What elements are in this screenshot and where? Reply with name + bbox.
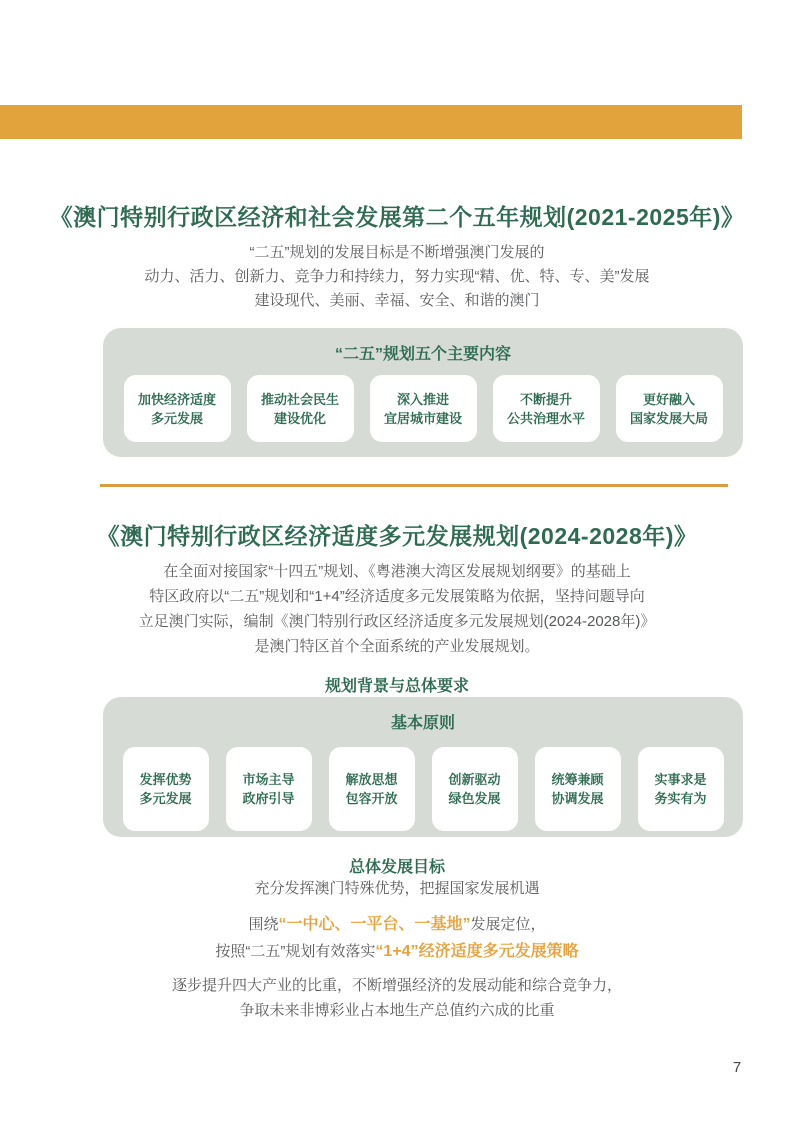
card-line: 多元发展 xyxy=(139,791,192,806)
positioning-line xyxy=(0,911,794,934)
top-accent-bar xyxy=(0,105,742,139)
strategy-line xyxy=(0,938,794,961)
intro-line: 是澳门特区首个全面系统的产业发展规划。 xyxy=(254,638,540,655)
card-line: 市场主导 xyxy=(242,772,295,787)
intro-line: 建设现代、美丽、幸福、安全、和谐的澳门 xyxy=(254,292,540,309)
principle-card xyxy=(432,747,518,831)
basic-principles-panel xyxy=(103,697,743,837)
card-line: 实事求是 xyxy=(654,772,707,787)
card-line: 解放思想 xyxy=(345,772,398,787)
five-contents-card-row xyxy=(103,375,743,442)
card-line: 加快经济适度 xyxy=(137,391,216,407)
card-line: 不断提升 xyxy=(519,391,572,407)
intro-line: “二五”规划的发展目标是不断增强澳门发展的 xyxy=(249,244,545,261)
closing-paragraph xyxy=(0,973,794,1023)
card-line: 多元发展 xyxy=(150,410,203,426)
five-contents-panel-title: “二五”规划五个主要内容 xyxy=(334,346,511,363)
principle-card xyxy=(638,747,724,831)
five-contents-panel xyxy=(103,328,743,457)
principle-card xyxy=(535,747,621,831)
goal-line: 充分发挥澳门特殊优势，把握国家发展机遇 xyxy=(254,880,540,897)
section-divider xyxy=(100,484,728,487)
strategy-prefix: 按照“二五”规划有效落实 xyxy=(215,943,376,960)
content-card xyxy=(247,375,354,442)
card-line: 深入推进 xyxy=(396,391,449,407)
positioning-prefix: 围绕 xyxy=(248,916,279,933)
card-line: 发挥优势 xyxy=(139,772,192,787)
goal-heading: 总体发展目标 xyxy=(348,859,445,876)
section1-title: 《澳门特别行政区经济和社会发展第二个五年规划(2021-2025年)》 xyxy=(49,204,745,230)
content-card xyxy=(493,375,600,442)
card-line: 更好融入 xyxy=(642,391,695,407)
card-line: 统筹兼顾 xyxy=(551,772,604,787)
principle-card xyxy=(123,747,209,831)
card-line: 公共治理水平 xyxy=(506,410,585,426)
card-line: 绿色发展 xyxy=(448,791,501,806)
intro-line: 立足澳门实际，编制《澳门特别行政区经济适度多元发展规划(2024-2028年)》 xyxy=(138,613,656,630)
intro-line: 特区政府以“二五”规划和“1+4”经济适度多元发展策略为依据，坚持问题导向 xyxy=(149,588,645,605)
page-number: 7 xyxy=(732,1059,742,1076)
card-line: 国家发展大局 xyxy=(629,410,708,426)
section2-title: 《澳门特别行政区经济适度多元发展规划(2024-2028年)》 xyxy=(96,523,698,549)
card-line: 务实有为 xyxy=(654,791,707,806)
card-line: 创新驱动 xyxy=(448,772,501,787)
content-card xyxy=(124,375,231,442)
card-line: 政府引导 xyxy=(242,791,295,806)
basic-principles-title: 基本原则 xyxy=(390,715,455,732)
closing-line: 争取未来非博彩业占本地生产总值约六成的比重 xyxy=(239,1002,555,1019)
background-heading: 规划背景与总体要求 xyxy=(324,678,469,695)
card-line: 包容开放 xyxy=(345,791,398,806)
card-line: 宜居城市建设 xyxy=(383,410,462,426)
card-line: 推动社会民生 xyxy=(260,391,339,407)
intro-line: 动力、活力、创新力、竞争力和持续力，努力实现“精、优、特、专、美”发展 xyxy=(144,268,650,285)
positioning-highlight: “一中心、一平台、一基地” xyxy=(278,916,471,933)
intro-line: 在全面对接国家“十四五”规划、《粤港澳大湾区发展规划纲要》的基础上 xyxy=(163,563,631,580)
positioning-suffix: 发展定位， xyxy=(470,916,546,933)
principle-card xyxy=(226,747,312,831)
section2-intro xyxy=(0,559,794,659)
principle-card xyxy=(329,747,415,831)
card-line: 协调发展 xyxy=(551,791,604,806)
closing-line: 逐步提升四大产业的比重，不断增强经济的发展动能和综合竞争力， xyxy=(171,977,622,994)
section1-intro xyxy=(0,241,794,313)
content-card xyxy=(370,375,477,442)
principles-card-row xyxy=(103,747,743,831)
strategy-highlight: “1+4”经济适度多元发展策略 xyxy=(375,943,579,960)
content-card xyxy=(616,375,723,442)
card-line: 建设优化 xyxy=(273,410,326,426)
